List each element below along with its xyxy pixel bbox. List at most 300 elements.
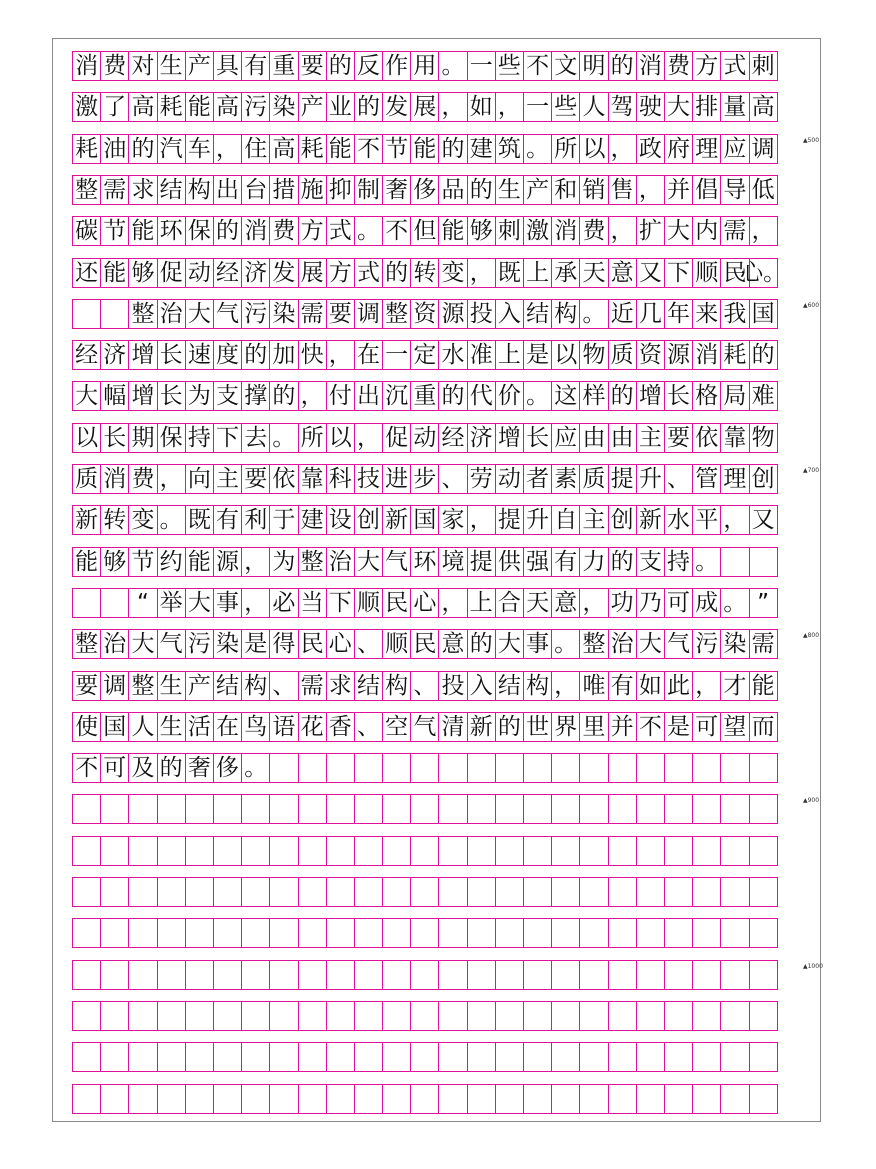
grid-cell	[720, 960, 749, 990]
grid-cell	[636, 1042, 665, 1072]
grid-cell	[185, 1042, 214, 1072]
grid-cell	[354, 836, 383, 866]
grid-cell: 。	[523, 381, 552, 411]
grid-cell: 转	[410, 258, 439, 288]
grid-row	[72, 712, 802, 742]
grid-cell: 环	[410, 547, 439, 577]
grid-cell: 够	[128, 258, 157, 288]
grid-cell: 民	[382, 588, 411, 618]
grid-cell: 碳	[72, 216, 101, 246]
grid-cell: 整	[72, 629, 101, 659]
grid-cell	[213, 1001, 242, 1031]
grid-cell: 民	[298, 629, 327, 659]
grid-cell	[749, 960, 778, 990]
grid-cell	[269, 1001, 298, 1031]
grid-cell	[523, 918, 552, 948]
grid-cell	[269, 794, 298, 824]
grid-cell: 驾	[608, 92, 637, 122]
grid-cell: 心	[410, 588, 439, 618]
grid-cell: ，	[438, 588, 467, 618]
grid-cell: 管	[692, 464, 721, 494]
grid-cell	[326, 960, 355, 990]
grid-cell: 激	[72, 92, 101, 122]
grid-cell: 意	[608, 258, 637, 288]
grid-row	[72, 299, 802, 329]
grid-cell: 以	[551, 340, 580, 370]
grid-cell: 业	[326, 92, 355, 122]
grid-cell: 源	[664, 340, 693, 370]
grid-cell: 动	[495, 464, 524, 494]
grid-cell	[410, 960, 439, 990]
grid-cell	[495, 960, 524, 990]
grid-cell	[354, 918, 383, 948]
grid-cell	[157, 877, 186, 907]
grid-cell	[298, 753, 327, 783]
grid-cell: 要	[664, 423, 693, 453]
grid-cell	[664, 794, 693, 824]
grid-cell: 新	[382, 505, 411, 535]
grid-cell: 去	[241, 423, 270, 453]
grid-cell	[382, 836, 411, 866]
grid-cell	[213, 877, 242, 907]
grid-cell: 耗	[72, 134, 101, 164]
grid-cell: 步	[410, 464, 439, 494]
grid-cell: 是	[241, 629, 270, 659]
grid-cell	[720, 918, 749, 948]
grid-cell: 大	[72, 381, 101, 411]
grid-cell: 的	[495, 712, 524, 742]
grid-cell: ，	[467, 258, 496, 288]
grid-cell: 转	[100, 505, 129, 535]
grid-cell: 结	[354, 671, 383, 701]
grid-cell: 价	[495, 381, 524, 411]
grid-cell	[664, 918, 693, 948]
grid-cell	[100, 836, 129, 866]
grid-cell: 新	[636, 505, 665, 535]
grid-cell	[410, 1001, 439, 1031]
grid-cell: 气	[213, 299, 242, 329]
grid-cell	[410, 877, 439, 907]
grid-cell	[467, 1084, 496, 1114]
grid-cell	[692, 753, 721, 783]
grid-cell: 油	[100, 134, 129, 164]
grid-cell: 倡	[692, 175, 721, 205]
count-marker: ▲1000	[803, 962, 823, 970]
grid-cell: 依	[692, 423, 721, 453]
grid-cell: 需	[298, 671, 327, 701]
grid-cell: 又	[749, 505, 778, 535]
grid-cell	[72, 1084, 101, 1114]
grid-cell: 激	[523, 216, 552, 246]
grid-cell: 是	[664, 712, 693, 742]
grid-cell: 创	[354, 505, 383, 535]
grid-cell: 国	[410, 505, 439, 535]
grid-cell	[636, 877, 665, 907]
grid-cell: 要	[72, 671, 101, 701]
grid-cell	[269, 918, 298, 948]
grid-cell	[467, 753, 496, 783]
grid-cell	[213, 1042, 242, 1072]
grid-cell	[72, 836, 101, 866]
grid-cell	[749, 1084, 778, 1114]
grid-cell	[100, 1084, 129, 1114]
grid-cell	[100, 1042, 129, 1072]
grid-cell	[185, 918, 214, 948]
grid-cell	[495, 918, 524, 948]
grid-cell: 人	[579, 92, 608, 122]
grid-cell: 产	[298, 92, 327, 122]
grid-cell	[495, 877, 524, 907]
grid-cell: 筑	[495, 134, 524, 164]
grid-cell: 意	[551, 588, 580, 618]
grid-cell: 导	[720, 175, 749, 205]
grid-cell	[213, 960, 242, 990]
grid-cell	[326, 836, 355, 866]
grid-cell	[720, 1001, 749, 1031]
grid-cell	[720, 1042, 749, 1072]
grid-cell	[720, 794, 749, 824]
grid-cell	[354, 794, 383, 824]
grid-cell: 使	[72, 712, 101, 742]
grid-cell: 的	[382, 258, 411, 288]
grid-cell	[438, 753, 467, 783]
grid-cell: 既	[185, 505, 214, 535]
grid-cell: 济	[241, 258, 270, 288]
grid-cell: 的	[213, 216, 242, 246]
grid-cell	[495, 753, 524, 783]
grid-cell	[467, 794, 496, 824]
grid-cell: 创	[608, 505, 637, 535]
grid-cell	[579, 836, 608, 866]
grid-cell: 质	[579, 464, 608, 494]
grid-cell	[382, 960, 411, 990]
grid-cell: 、	[354, 712, 383, 742]
grid-cell: ，	[157, 464, 186, 494]
grid-cell: 产	[185, 51, 214, 81]
grid-cell: 消	[551, 216, 580, 246]
grid-cell	[438, 960, 467, 990]
grid-cell: 平	[692, 505, 721, 535]
grid-cell	[551, 1001, 580, 1031]
grid-cell	[579, 794, 608, 824]
grid-cell: 费	[269, 216, 298, 246]
grid-cell: 对	[128, 51, 157, 81]
grid-cell: “	[128, 588, 157, 618]
grid-row	[72, 877, 802, 907]
grid-cell: 民	[410, 629, 439, 659]
grid-cell: 活	[185, 712, 214, 742]
grid-cell	[326, 753, 355, 783]
grid-cell: 素	[551, 464, 580, 494]
grid-cell: 长	[523, 423, 552, 453]
grid-cell	[664, 753, 693, 783]
grid-cell: 高	[269, 134, 298, 164]
grid-cell	[410, 1084, 439, 1114]
grid-cell	[692, 918, 721, 948]
grid-cell: 如	[467, 92, 496, 122]
grid-cell	[269, 1084, 298, 1114]
grid-cell: ，	[692, 671, 721, 701]
grid-cell	[100, 299, 129, 329]
grid-row	[72, 1084, 802, 1114]
grid-cell: 气	[382, 547, 411, 577]
grid-cell	[579, 1084, 608, 1114]
grid-cell: 增	[128, 340, 157, 370]
grid-cell: 式	[354, 258, 383, 288]
grid-cell: 的	[608, 381, 637, 411]
grid-cell: 举	[157, 588, 186, 618]
grid-cell	[213, 1084, 242, 1114]
grid-cell: 物	[749, 423, 778, 453]
grid-cell: 治	[100, 629, 129, 659]
grid-cell: 费	[579, 216, 608, 246]
grid-cell: 增	[495, 423, 524, 453]
grid-cell	[608, 836, 637, 866]
grid-cell	[269, 960, 298, 990]
grid-cell: 局	[720, 381, 749, 411]
grid-cell	[692, 960, 721, 990]
grid-cell: 为	[185, 381, 214, 411]
grid-cell	[298, 1042, 327, 1072]
grid-cell: 要	[241, 464, 270, 494]
grid-cell: 必	[269, 588, 298, 618]
grid-cell	[551, 960, 580, 990]
grid-cell	[523, 877, 552, 907]
grid-cell: 不	[72, 753, 101, 783]
grid-cell: 一	[382, 340, 411, 370]
grid-cell	[382, 918, 411, 948]
grid-cell: 事	[213, 588, 242, 618]
grid-cell: 重	[410, 381, 439, 411]
grid-cell	[298, 877, 327, 907]
grid-cell: 创	[749, 464, 778, 494]
grid-cell: 要	[326, 299, 355, 329]
grid-cell: 主	[579, 505, 608, 535]
grid-cell: 保	[185, 216, 214, 246]
grid-cell: 有	[213, 505, 242, 535]
grid-cell: 经	[438, 423, 467, 453]
grid-cell: 具	[213, 51, 242, 81]
grid-cell: 展	[410, 92, 439, 122]
grid-cell	[157, 836, 186, 866]
grid-cell	[749, 1042, 778, 1072]
grid-cell: 如	[636, 671, 665, 701]
grid-cell: 依	[269, 464, 298, 494]
grid-cell	[438, 1084, 467, 1114]
grid-row	[72, 216, 802, 246]
grid-cell: 排	[692, 92, 721, 122]
grid-cell: 大	[185, 588, 214, 618]
grid-cell: 大	[636, 629, 665, 659]
grid-cell	[157, 794, 186, 824]
grid-cell: 投	[467, 299, 496, 329]
grid-cell	[692, 877, 721, 907]
grid-cell: 求	[128, 175, 157, 205]
grid-cell: 以	[326, 423, 355, 453]
count-marker: ▲700	[803, 467, 820, 474]
grid-cell: 供	[495, 547, 524, 577]
grid-cell: 刺	[749, 51, 778, 81]
grid-cell: 鸟	[241, 712, 270, 742]
grid-cell	[664, 877, 693, 907]
grid-cell	[128, 1001, 157, 1031]
grid-cell: 能	[438, 216, 467, 246]
grid-cell: 消	[636, 51, 665, 81]
grid-cell: 构	[185, 175, 214, 205]
grid-cell: 奢	[382, 175, 411, 205]
grid-cell	[438, 794, 467, 824]
grid-cell: ，	[749, 216, 778, 246]
grid-cell: 清	[438, 712, 467, 742]
grid-cell	[157, 1084, 186, 1114]
grid-cell: ，	[438, 92, 467, 122]
grid-cell: 心。	[740, 259, 787, 286]
grid-cell	[410, 836, 439, 866]
grid-cell: 的	[467, 629, 496, 659]
grid-cell: 理	[692, 134, 721, 164]
grid-cell: 。	[438, 51, 467, 81]
grid-cell: 消	[72, 51, 101, 81]
grid-cell	[664, 960, 693, 990]
grid-cell: 顺	[382, 629, 411, 659]
grid-cell	[157, 918, 186, 948]
grid-cell	[692, 1042, 721, 1072]
grid-row	[72, 794, 802, 824]
grid-cell	[326, 794, 355, 824]
grid-cell	[213, 836, 242, 866]
grid-row	[72, 51, 802, 81]
grid-cell: 于	[269, 505, 298, 535]
grid-cell	[410, 1042, 439, 1072]
grid-cell: 自	[551, 505, 580, 535]
grid-cell: 花	[298, 712, 327, 742]
grid-cell: 新	[467, 712, 496, 742]
grid-cell: 环	[157, 216, 186, 246]
grid-cell	[100, 588, 129, 618]
grid-cell: 境	[438, 547, 467, 577]
grid-cell: 扩	[636, 216, 665, 246]
grid-cell	[326, 877, 355, 907]
grid-cell: 。	[269, 423, 298, 453]
grid-cell	[382, 877, 411, 907]
grid-cell	[354, 1042, 383, 1072]
grid-cell	[551, 1084, 580, 1114]
grid-cell: 能	[128, 216, 157, 246]
grid-cell: 长	[157, 381, 186, 411]
grid-cell: 既	[495, 258, 524, 288]
grid-cell: 提	[495, 505, 524, 535]
grid-cell: 的	[269, 381, 298, 411]
grid-cell: 污	[692, 629, 721, 659]
grid-cell	[495, 1042, 524, 1072]
grid-cell: 生	[157, 51, 186, 81]
grid-cell: 。	[241, 753, 270, 783]
grid-cell	[326, 1001, 355, 1031]
grid-row	[72, 547, 802, 577]
grid-cell: 染	[213, 629, 242, 659]
grid-row	[72, 464, 802, 494]
grid-cell: 高	[128, 92, 157, 122]
grid-cell	[523, 1001, 552, 1031]
grid-cell	[608, 753, 637, 783]
grid-cell: 进	[382, 464, 411, 494]
grid-cell: 物	[579, 340, 608, 370]
grid-cell: 顺	[692, 258, 721, 288]
grid-cell: 够	[100, 547, 129, 577]
grid-cell: 治	[157, 299, 186, 329]
grid-cell: 出	[213, 175, 242, 205]
grid-cell: 治	[326, 547, 355, 577]
grid-cell: 长	[664, 381, 693, 411]
grid-cell: 理	[720, 464, 749, 494]
grid-cell: ，	[241, 547, 270, 577]
grid-cell: 空	[382, 712, 411, 742]
grid-cell	[467, 960, 496, 990]
grid-cell	[185, 960, 214, 990]
grid-cell: 又	[636, 258, 665, 288]
grid-cell: 侈	[410, 175, 439, 205]
grid-cell: 香	[326, 712, 355, 742]
grid-cell: 不	[523, 51, 552, 81]
grid-cell: 政	[636, 134, 665, 164]
grid-cell	[692, 1001, 721, 1031]
grid-cell: 了	[100, 92, 129, 122]
grid-cell	[551, 836, 580, 866]
grid-cell: 用	[410, 51, 439, 81]
grid-cell: 驶	[636, 92, 665, 122]
grid-cell: 、	[269, 671, 298, 701]
grid-cell: 的	[608, 51, 637, 81]
grid-cell: 。	[720, 588, 749, 618]
grid-cell	[636, 836, 665, 866]
grid-cell: 展	[298, 258, 327, 288]
grid-cell	[579, 960, 608, 990]
grid-cell: 的	[354, 92, 383, 122]
grid-cell: 污	[241, 92, 270, 122]
grid-cell: 生	[157, 712, 186, 742]
grid-cell: 和	[551, 175, 580, 205]
grid-cell: 但	[410, 216, 439, 246]
grid-cell	[241, 877, 270, 907]
grid-cell	[298, 918, 327, 948]
grid-cell: 年	[664, 299, 693, 329]
grid-cell: 结	[495, 671, 524, 701]
grid-cell: 功	[608, 588, 637, 618]
grid-cell: 的	[438, 381, 467, 411]
grid-cell: 约	[157, 547, 186, 577]
grid-cell: 并	[608, 712, 637, 742]
grid-cell	[72, 960, 101, 990]
grid-cell	[523, 753, 552, 783]
grid-cell: 整	[128, 299, 157, 329]
grid-cell: 升	[523, 505, 552, 535]
grid-cell: 大	[185, 299, 214, 329]
grid-cell	[467, 1001, 496, 1031]
grid-cell	[523, 794, 552, 824]
grid-cell: 的	[438, 134, 467, 164]
grid-cell	[636, 960, 665, 990]
grid-cell	[72, 877, 101, 907]
grid-cell: 济	[467, 423, 496, 453]
grid-row	[72, 918, 802, 948]
grid-cell	[72, 918, 101, 948]
grid-cell: ，	[636, 175, 665, 205]
grid-cell: 。	[523, 134, 552, 164]
grid-cell	[495, 836, 524, 866]
grid-cell	[495, 794, 524, 824]
count-marker: ▲600	[803, 301, 820, 309]
grid-cell	[579, 877, 608, 907]
